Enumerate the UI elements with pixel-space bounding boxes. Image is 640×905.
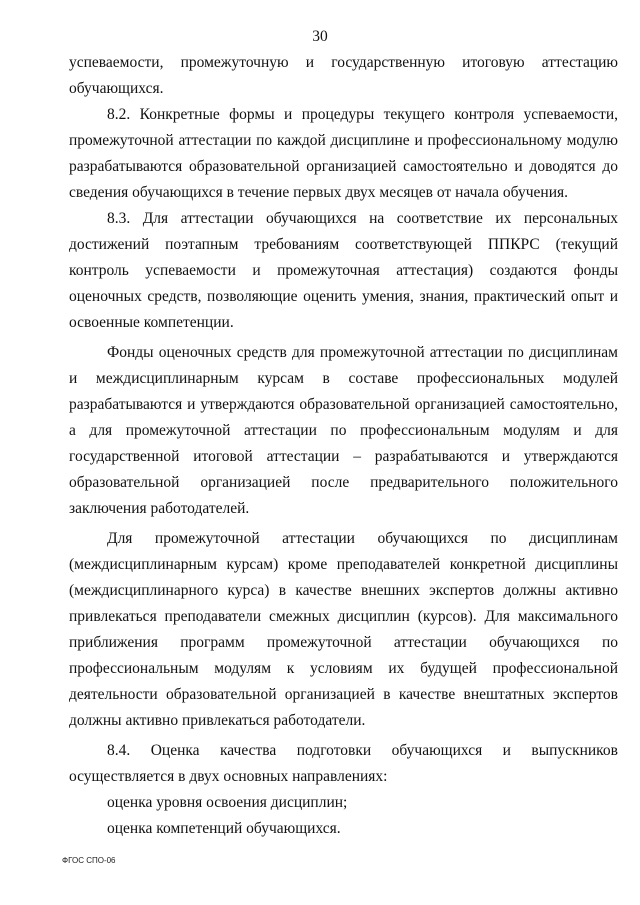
paragraph-8-4: 8.4. Оценка качества подготовки обучающихся и выпускников осуществляется в двух основных направлениях: — [69, 742, 618, 785]
list-item: оценка уровня освоения дисциплин; — [107, 794, 348, 811]
paragraph-continuation: успеваемости, промежуточную и государственную итоговую аттестацию обучающихся. — [69, 54, 618, 97]
paragraph-8-2: 8.2. Конкретные формы и процедуры текущего контроля успеваемости, промежуточной аттестации по каждой дисциплине и профессиональному модулю разрабатываются образовательной организацией самостоятельно и доводятся до сведения обучающихся в течение первых двух месяцев от начала обучения. — [69, 106, 618, 201]
page-number: 30 — [312, 28, 328, 45]
paragraph-assessment-funds: Фонды оценочных средств для промежуточной аттестации по дисциплинам и междисциплинарным курсам в составе профессиональных модулей разрабатываются и утверждаются образовательной организацией самостоятельно, а для промежуточной аттестации по профессиональным модулям и для государственной итоговой аттестации – разрабатываются и утверждаются образовательной организацией после предварительного положительного заключения работодателей. — [69, 344, 618, 517]
footer-code: ФГОС СПО-06 — [62, 856, 116, 865]
paragraph-8-3: 8.3. Для аттестации обучающихся на соответствие их персональных достижений поэтапным требованиям соответствующей ППКРС (текущий контроль успеваемости и промежуточная аттестация) создаются фонды оценочных средств, позволяющие оценить умения, знания, практический опыт и освоенные компетенции. — [69, 210, 618, 331]
paragraph-external-experts: Для промежуточной аттестации обучающихся по дисциплинам (междисциплинарным курсам) кроме преподавателей конкретной дисциплины (междисциплинарного курса) в качестве внешних экспертов должны активно привлекаться преподаватели смежных дисциплин (курсов). Для максимального приближения программ промежуточной аттестации обучающихся по профессиональным модулям к условиям их будущей профессиональной деятельности образовательной организацией в качестве внештатных экспертов должны активно привлекаться работодатели. — [69, 530, 618, 729]
list-item: оценка компетенций обучающихся. — [107, 820, 341, 837]
document-body — [69, 50, 618, 842]
